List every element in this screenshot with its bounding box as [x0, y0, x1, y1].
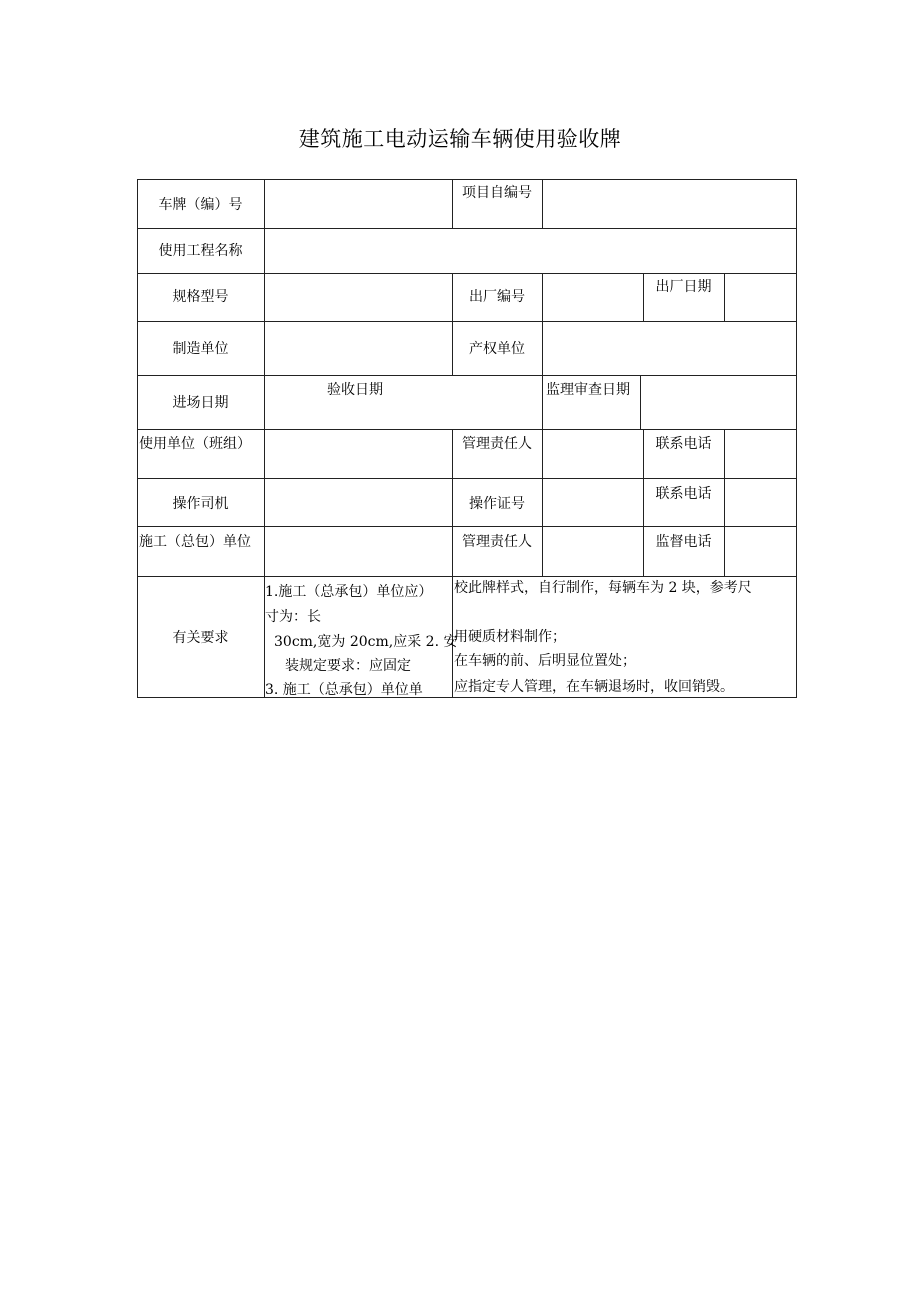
row-divider	[137, 576, 797, 577]
col-divider	[724, 273, 725, 321]
requirements-text-line: 装规定要求：应固定	[285, 658, 411, 674]
col-divider	[542, 375, 543, 429]
row-divider	[137, 273, 797, 274]
supervision-date-label: 监理审查日期	[546, 382, 630, 398]
requirements-text-line: 在车辆的前、后明显位置处；	[454, 653, 636, 669]
requirements-text-line: 3. 施工（总承包）单位单	[265, 682, 423, 698]
project-number-label: 项目自编号	[462, 185, 532, 201]
requirements-text-line: 用硬质材料制作；	[454, 629, 566, 645]
requirements-label: 有关要求	[172, 630, 229, 646]
col-divider	[724, 429, 725, 576]
manager-label: 管理责任人	[462, 436, 532, 452]
row-divider	[137, 526, 797, 527]
row-divider	[137, 375, 797, 376]
page-title: 建筑施工电动运输车辆使用验收牌	[298, 127, 622, 151]
table-border-top	[137, 179, 797, 180]
supervision-phone-label: 监督电话	[655, 534, 712, 550]
requirements-text-line: 30cm,宽为 20cm,应采 2. 安	[274, 634, 458, 650]
manager-label: 管理责任人	[462, 534, 532, 550]
entry-date-label: 进场日期	[172, 395, 229, 411]
row-divider	[137, 429, 797, 430]
row-divider	[137, 478, 797, 479]
contact-phone-label: 联系电话	[655, 436, 712, 452]
table-border-bottom	[137, 697, 797, 698]
certificate-label: 操作证号	[469, 496, 525, 512]
factory-date-label: 出厂日期	[655, 279, 712, 295]
manufacturer-label: 制造单位	[172, 341, 229, 357]
requirements-text-line: 寸为：长	[265, 609, 321, 625]
row-divider	[137, 228, 797, 229]
requirements-text-line: 校此牌样式，自行制作，每辆车为 2 块，参考尺	[454, 580, 752, 596]
plate-number-label: 车牌（编）号	[158, 197, 243, 213]
acceptance-date-label: 验收日期	[327, 382, 383, 398]
user-unit-label: 使用单位（班组）	[139, 436, 251, 452]
factory-number-label: 出厂编号	[469, 289, 525, 305]
driver-label: 操作司机	[172, 496, 229, 512]
requirements-text-line: 应指定专人管理，在车辆退场时，收回销毁。	[454, 679, 734, 695]
requirements-text-line: 1.施工（总承包）单位应）	[265, 584, 433, 600]
table-border-right	[796, 179, 797, 698]
col-divider	[640, 375, 641, 429]
row-divider	[137, 321, 797, 322]
contractor-label: 施工（总包）单位	[139, 534, 251, 550]
model-label: 规格型号	[172, 289, 229, 305]
contact-phone-label: 联系电话	[655, 486, 712, 502]
col-divider	[542, 429, 543, 576]
col-divider	[542, 179, 543, 228]
project-name-label: 使用工程名称	[158, 243, 243, 259]
property-owner-label: 产权单位	[469, 341, 525, 357]
col-divider	[542, 273, 543, 321]
acceptance-form-table	[137, 179, 797, 698]
col-divider	[542, 321, 543, 375]
